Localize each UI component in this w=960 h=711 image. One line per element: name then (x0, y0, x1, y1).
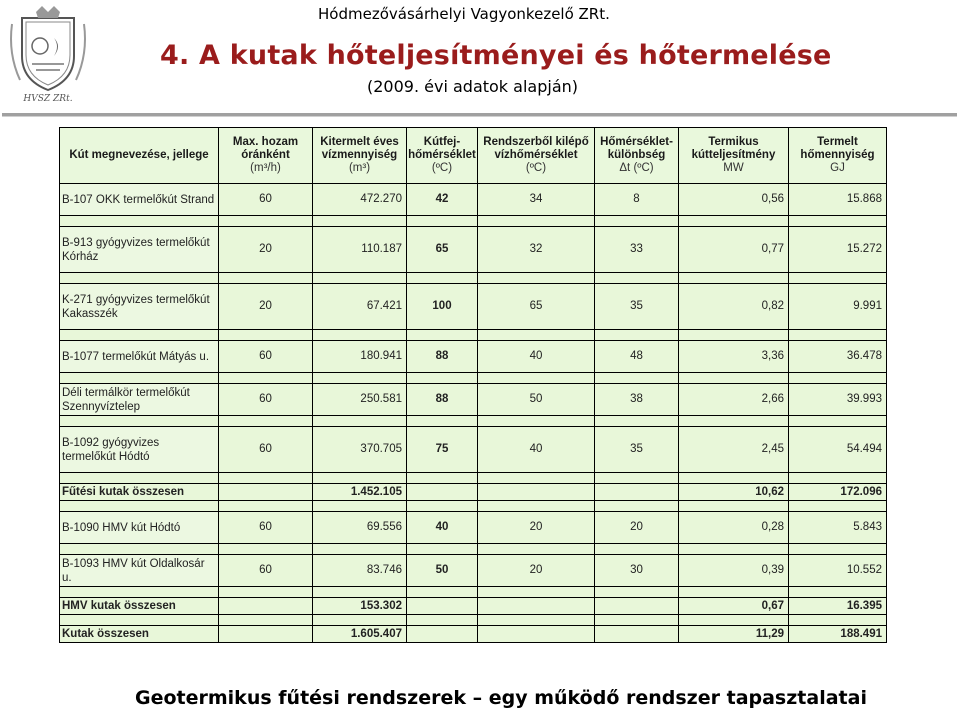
annual-volume: 370.705 (313, 427, 407, 473)
heat-produced: 5.843 (789, 512, 887, 544)
outlet-temp: 40 (478, 341, 595, 373)
spacer-row (60, 330, 887, 341)
well-name: B-1077 termelőkút Mátyás u. (60, 341, 219, 373)
max-flow: 60 (219, 384, 313, 416)
outlet-temp: 34 (478, 184, 595, 216)
header-cell: Max. hozam óránként (m³/h) (219, 128, 313, 184)
temp-diff: 35 (595, 284, 679, 330)
table-row (60, 427, 887, 473)
total-gj: 188.491 (789, 626, 887, 643)
annual-volume: 110.187 (313, 227, 407, 273)
header-cell: Rendszerből kilépő vízhőmérséklet (ºC) (478, 128, 595, 184)
spacer-row (60, 473, 887, 484)
total-annual: 1.605.407 (313, 626, 407, 643)
annual-volume: 250.581 (313, 384, 407, 416)
annual-volume: 83.746 (313, 555, 407, 587)
spacer-row (60, 416, 887, 427)
temp-diff: 8 (595, 184, 679, 216)
page-title: 4. A kutak hőteljesítményei és hőtermelése (160, 40, 832, 71)
header-cell: Termikus kútteljesítmény MW (679, 128, 789, 184)
wellhead-temp: 100 (407, 284, 478, 330)
grand-total-row (60, 626, 887, 643)
outlet-temp: 40 (478, 427, 595, 473)
total-annual: 1.452.105 (313, 484, 407, 501)
crest-icon (6, 4, 90, 104)
heat-produced: 10.552 (789, 555, 887, 587)
heat-produced: 15.868 (789, 184, 887, 216)
footer-caption: Geotermikus fűtési rendszerek – egy működő rendszer tapasztalatai (135, 687, 867, 709)
heat-produced: 36.478 (789, 341, 887, 373)
header-cell: Kút megnevezése, jellege (60, 128, 219, 184)
table-row (60, 227, 887, 273)
table-header-row (60, 128, 887, 184)
total-annual: 153.302 (313, 598, 407, 615)
wellhead-temp: 88 (407, 341, 478, 373)
thermal-power: 0,56 (679, 184, 789, 216)
max-flow: 60 (219, 427, 313, 473)
total-label: HMV kutak összesen (60, 598, 219, 615)
annual-volume: 180.941 (313, 341, 407, 373)
spacer-row (60, 544, 887, 555)
thermal-power: 3,36 (679, 341, 789, 373)
well-name: B-1093 HMV kút Oldalkosár u. (60, 555, 219, 587)
thermal-power: 2,45 (679, 427, 789, 473)
wellhead-temp: 40 (407, 512, 478, 544)
annual-volume: 472.270 (313, 184, 407, 216)
temp-diff: 30 (595, 555, 679, 587)
max-flow: 60 (219, 184, 313, 216)
page-subtitle: (2009. évi adatok alapján) (367, 77, 578, 96)
total-mw: 10,62 (679, 484, 789, 501)
wellhead-temp: 88 (407, 384, 478, 416)
logo-text: HVSZ ZRt. (23, 94, 73, 104)
well-name: Déli termálkör termelőkút Szennyvíztelep (60, 384, 219, 416)
wells-table (59, 127, 887, 643)
table-row (60, 341, 887, 373)
total-gj: 172.096 (789, 484, 887, 501)
outlet-temp: 50 (478, 384, 595, 416)
heat-produced: 54.494 (789, 427, 887, 473)
spacer-row (60, 615, 887, 626)
heat-produced: 15.272 (789, 227, 887, 273)
spacer-row (60, 216, 887, 227)
well-name: B-1092 gyógyvizes termelőkút Hódtó (60, 427, 219, 473)
hvsz-logo (6, 4, 90, 104)
temp-diff: 33 (595, 227, 679, 273)
header-cell: Kitermelt éves vízmennyiség (m³) (313, 128, 407, 184)
table-row (60, 184, 887, 216)
header-cell: Termelt hőmennyiség GJ (789, 128, 887, 184)
spacer-row (60, 273, 887, 284)
table-row (60, 384, 887, 416)
total-mw: 0,67 (679, 598, 789, 615)
thermal-power: 0,77 (679, 227, 789, 273)
spacer-row (60, 587, 887, 598)
total-label: Kutak összesen (60, 626, 219, 643)
well-name: B-913 gyógyvizes termelőkút Kórház (60, 227, 219, 273)
table-row (60, 284, 887, 330)
max-flow: 20 (219, 227, 313, 273)
temp-diff: 20 (595, 512, 679, 544)
outlet-temp: 20 (478, 512, 595, 544)
outlet-temp: 20 (478, 555, 595, 587)
thermal-power: 0,28 (679, 512, 789, 544)
company-name: Hódmezővásárhelyi Vagyonkezelő ZRt. (318, 5, 610, 23)
well-name: B-107 OKK termelőkút Strand (60, 184, 219, 216)
thermal-power: 2,66 (679, 384, 789, 416)
outlet-temp: 65 (478, 284, 595, 330)
wellhead-temp: 65 (407, 227, 478, 273)
well-name: K-271 gyógyvizes termelőkút Kakasszék (60, 284, 219, 330)
annual-volume: 67.421 (313, 284, 407, 330)
annual-volume: 69.556 (313, 512, 407, 544)
temp-diff: 35 (595, 427, 679, 473)
max-flow: 60 (219, 341, 313, 373)
wellhead-temp: 75 (407, 427, 478, 473)
header-divider (2, 113, 957, 117)
header-cell: Kútfej-hőmérséklet (ºC) (407, 128, 478, 184)
heating-total-row (60, 484, 887, 501)
temp-diff: 38 (595, 384, 679, 416)
total-mw: 11,29 (679, 626, 789, 643)
table-row (60, 512, 887, 544)
outlet-temp: 32 (478, 227, 595, 273)
heat-produced: 39.993 (789, 384, 887, 416)
spacer-row (60, 373, 887, 384)
wellhead-temp: 50 (407, 555, 478, 587)
max-flow: 20 (219, 284, 313, 330)
total-gj: 16.395 (789, 598, 887, 615)
well-name: B-1090 HMV kút Hódtó (60, 512, 219, 544)
max-flow: 60 (219, 512, 313, 544)
hmv-total-row (60, 598, 887, 615)
temp-diff: 48 (595, 341, 679, 373)
thermal-power: 0,82 (679, 284, 789, 330)
heat-produced: 9.991 (789, 284, 887, 330)
wellhead-temp: 42 (407, 184, 478, 216)
header-cell: Hőmérséklet-különbség Δt (ºC) (595, 128, 679, 184)
max-flow: 60 (219, 555, 313, 587)
spacer-row (60, 501, 887, 512)
table-row (60, 555, 887, 587)
thermal-power: 0,39 (679, 555, 789, 587)
total-label: Fűtési kutak összesen (60, 484, 219, 501)
